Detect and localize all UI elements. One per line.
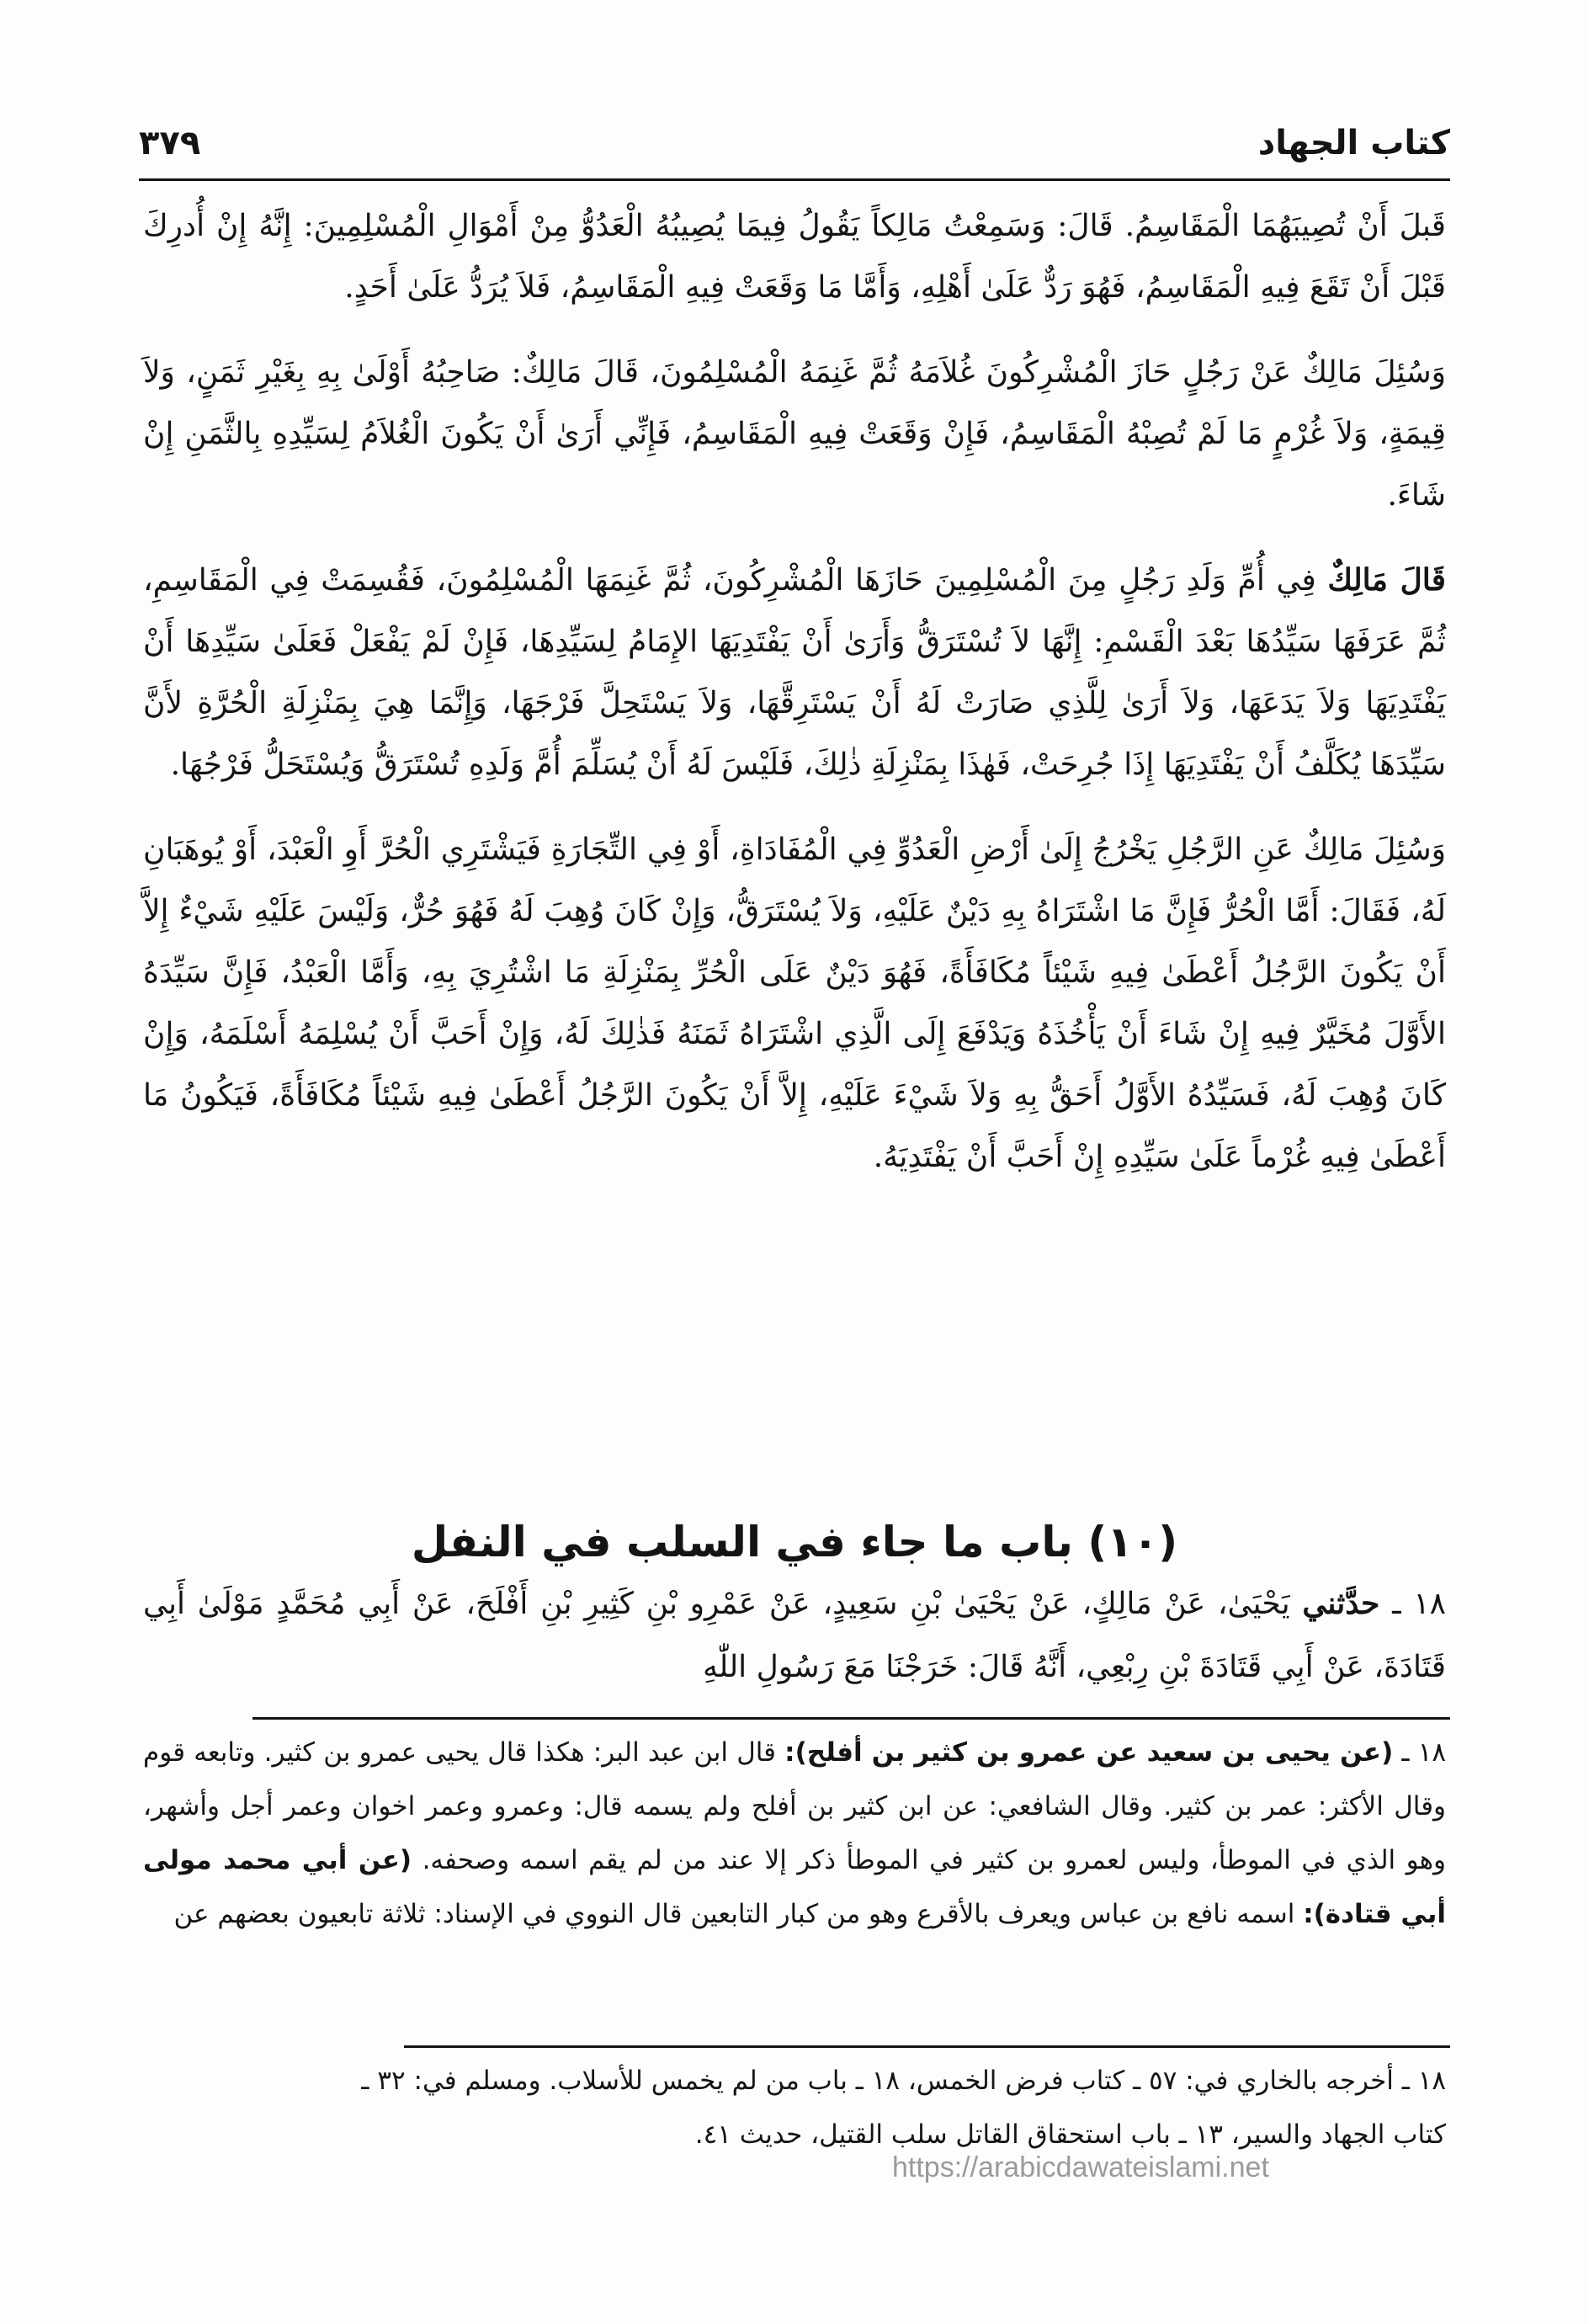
footnote-bold-1: (عن يحيى بن سعيد عن عمرو بن كثير بن أفلح): [784,1737,1394,1768]
running-title: كتاب الجهاد [1257,124,1450,162]
paragraph-1: قَبلَ أَنْ تُصِيبَهُمَا الْمَقَاسِمُ. قَالَ: وَسَمِعْتُ مَالِكاً يَقُولُ فِيمَا يُصِيبُهُ الْعَدُوُّ مِنْ أَمْوَالِ الْمُسْلِمِينَ: إِنَّهُ إِنْ أُدرِكَ قَبْلَ أَنْ تَقَعَ فِيهِ الْمَقَاسِمُ، فَهُوَ رَدٌّ عَلَىٰ أَهْلِهِ، وَأَمَّا مَا وَقَعَتْ فِيهِ الْمَقَاسِمُ، فَلاَ يُرَدُّ عَلَىٰ أَحَدٍ. [143,209,1446,305]
footnote-bold-2: (عن أبي محمد مولى أبي قتادة): [143,1845,1446,1929]
footnote-number: ١٨ ـ [1401,1737,1446,1768]
watermark-url: https://arabicdawateislami.net [892,2151,1269,2183]
hadith-paragraph [143,1572,1446,1699]
footnote-text-1: قال ابن عبد البر: هكذا قال يحيى عمرو بن كثير. وتابعه قوم وقال الأكثر: عمر بن كثير. وقال الشافعي: عن ابن كثير بن أفلح ولم يسمه قال: وعمرو وعمر اخوان وعمر أجل وأشهر، وهو الذي في الموطأ، وليس لعمرو بن كثير في الموطأ ذكر إلا عند من لم يقم اسمه وصحفه. [143,1737,1447,1875]
source-rule [404,2045,1450,2048]
paragraph-3 [143,550,1446,795]
paragraph-2: وَسُئِلَ مَالِكٌ عَنْ رَجُلٍ حَازَ الْمُشْرِكُونَ غُلاَمَهُ ثُمَّ غَنِمَهُ الْمُسْلِمُونَ، قَالَ مَالِكٌ: صَاحِبُهُ أَوْلَىٰ بِهِ بِغَيْرِ ثَمَنٍ، وَلاَ قِيمَةٍ، وَلاَ غُرْمٍ مَا لَمْ تُصِبْهُ الْمَقَاسِمُ، فَإِنْ وَقَعَتْ فِيهِ الْمَقَاسِمُ، فَإِنِّي أَرَىٰ أَنْ يَكُونَ الْغُلاَمُ لِسَيِّدِهِ بِالثَّمَنِ إِنْ شَاءَ. [143,355,1446,513]
source-line-2: كتاب الجهاد والسير، ١٣ ـ باب استحقاق القاتل سلب القتيل، حديث ٤١. [694,2119,1446,2150]
main-text [143,195,1446,1211]
paragraph-3-text: فِي أُمِّ وَلَدِ رَجُلٍ مِنَ الْمُسْلِمِينَ حَازَهَا الْمُشْرِكُونَ، ثُمَّ غَنِمَهَا الْمُسْلِمُونَ، فَقُسِمَتْ فِي الْمَقَاسِمِ، ثُمَّ عَرَفَهَا سَيِّدُهَا بَعْدَ الْقَسْمِ: إِنَّهَا لاَ تُسْتَرَقُّ وَأَرَىٰ أَنْ يَفْتَدِيَهَا الإِمَامُ لِسَيِّدِهَا، فَإِنْ لَمْ يَفْعَلْ فَعَلَىٰ سَيِّدِهَا أَنْ يَفْتَدِيَهَا وَلاَ يَدَعَهَا، وَلاَ أَرَىٰ لِلَّذِي صَارَتْ لَهُ أَنْ يَسْتَرِقَّهَا، وَلاَ يَسْتَحِلَّ فَرْجَهَا، وَإِنَّمَا هِيَ بِمَنْزِلَةِ الْحُرَّةِ لأَنَّ سَيِّدَهَا يُكَلَّفُ أَنْ يَفْتَدِيَهَا إِذَا جُرِحَتْ، فَهٰذَا بِمَنْزِلَةِ ذٰلِكَ، فَلَيْسَ لَهُ أَنْ يُسَلِّمَ أُمَّ وَلَدِهِ تُسْتَرَقُّ وَيُسْتَحَلُّ فَرْجُهَا. [143,563,1446,782]
hadith-body: يَحْيَىٰ، عَنْ مَالِكٍ، عَنْ يَحْيَىٰ بْنِ سَعِيدٍ، عَنْ عَمْرِو بْنِ كَثِيرِ بْنِ أَفْلَحَ، عَنْ أَبِي مُحَمَّدٍ مَوْلَىٰ أَبِي قَتَادَةَ، عَنْ أَبِي قَتَادَةَ بْنِ رِبْعِي، أَنَّهُ قَالَ: خَرَجْنَا مَعَ رَسُولِ اللّٰهِ [143,1587,1446,1684]
section-heading: (١٠) باب ما جاء في السلب في النفل [411,1518,1178,1566]
paragraph-4: وَسُئِلَ مَالِكٌ عَنِ الرَّجُلِ يَخْرُجُ إِلَىٰ أَرْضِ الْعَدُوِّ فِي الْمُفَادَاةِ، أَوْ فِي التِّجَارَةِ فَيَشْتَرِي الْحُرَّ أَوِ الْعَبْدَ، أَوْ يُوهَبَانِ لَهُ، فَقَالَ: أَمَّا الْحُرُّ فَإِنَّ مَا اشْتَرَاهُ بِهِ دَيْنٌ عَلَيْهِ، وَلاَ يُسْتَرَقُّ، وَإِنْ كَانَ وُهِبَ لَهُ فَهُوَ حُرٌّ، وَلَيْسَ عَلَيْهِ شَيْءٌ إِلاَّ أَنْ يَكُونَ الرَّجُلُ أَعْطَىٰ فِيهِ شَيْئاً مُكَافَأَةً، فَهُوَ دَيْنٌ عَلَى الْحُرِّ بِمَنْزِلَةِ مَا اشْتُرِيَ بِهِ، وَأَمَّا الْعَبْدُ، فَإِنَّ سَيِّدَهُ الأَوَّلَ مُخَيَّرٌ فِيهِ إِنْ شَاءَ أَنْ يَأْخُذَهُ وَيَدْفَعَ إِلَى الَّذِي اشْتَرَاهُ ثَمَنَهُ فَذٰلِكَ لَهُ، وَإِنْ أَحَبَّ أَنْ يُسْلِمَهُ أَسْلَمَهُ، وَإِنْ كَانَ وُهِبَ لَهُ، فَسَيِّدُهُ الأَوَّلُ أَحَقُّ بِهِ وَلاَ شَيْءَ عَلَيْهِ، إِلاَّ أَنْ يَكُونَ الرَّجُلُ أَعْطَىٰ فِيهِ شَيْئاً مُكَافَأَةً، فَيَكُونُ مَا أَعْطَىٰ فِيهِ غُرْماً عَلَىٰ سَيِّدِهِ إِنْ أَحَبَّ أَنْ يَفْتَدِيَهُ. [143,832,1446,1174]
hadith-number: ١٨ ـ [1392,1587,1446,1621]
hadith-lead: حدَّثني [1302,1586,1380,1621]
footnote-rule [252,1717,1450,1720]
footnote-text-2: اسمه نافع بن عباس ويعرف بالأقرع وهو من كبار التابعين قال النووي في الإسناد: ثلاثة تابعيون بعضهم عن [173,1899,1295,1929]
hadith-18 [143,1572,1446,1699]
header-rule [139,178,1450,181]
footnote-18 [143,1726,1446,1941]
source-line-1: ١٨ ـ أخرجه بالخاري في: ٥٧ ـ كتاب فرض الخمس، ١٨ ـ باب من لم يخمس للأسلاب. ومسلم في: ٣٢ ـ [361,2066,1446,2096]
footnotes [143,1726,1446,1941]
paragraph-3-lead: قَالَ مَالِكٌ [1327,562,1446,598]
source-references [143,2054,1446,2162]
page-number: ٣٧٩ [139,124,201,162]
page-header [139,116,1450,175]
